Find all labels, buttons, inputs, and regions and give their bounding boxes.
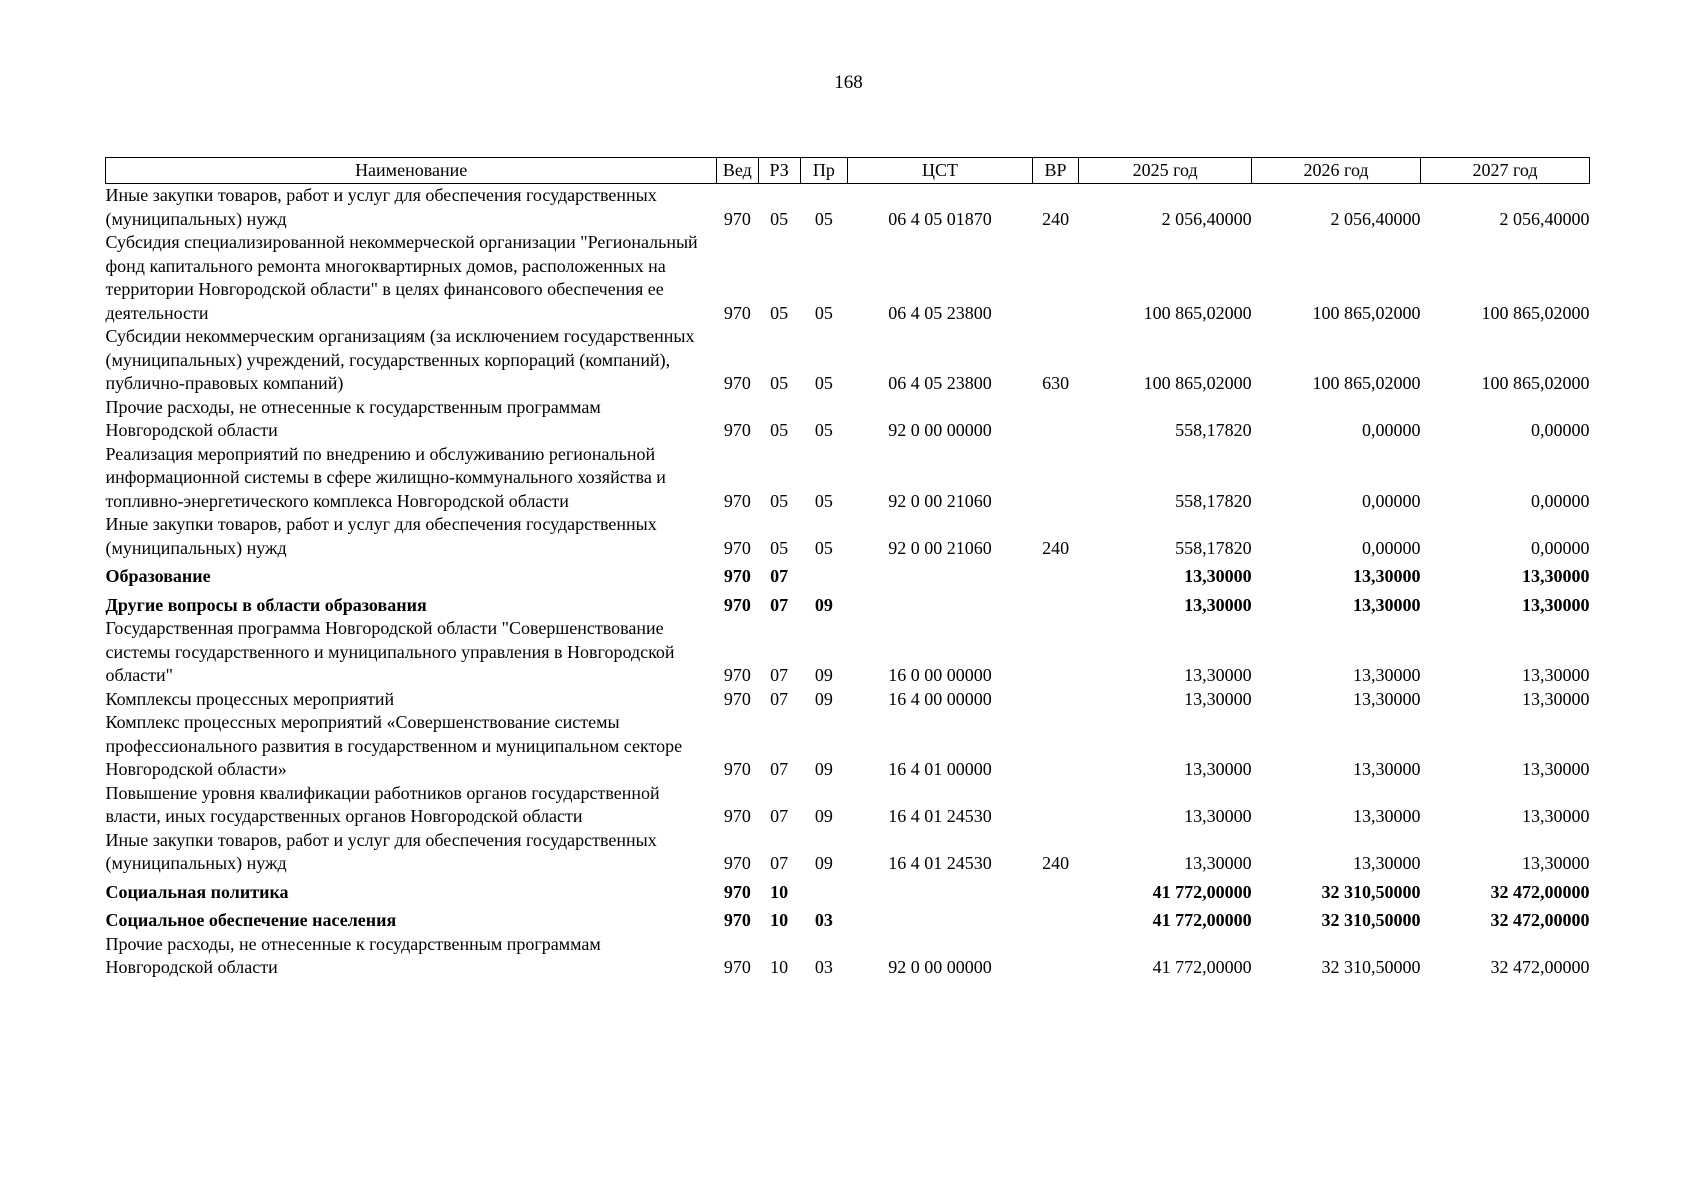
cell-ved: 970	[723, 957, 751, 977]
cell-name: Государственная программа Новгородской области "Совершенствование системы государственного и муниципального управления в Новгородской области"	[105, 618, 675, 685]
cell-vr: 240	[1042, 853, 1070, 873]
cell-cst	[847, 876, 1032, 905]
cell-2025: 41 772,00000	[1152, 910, 1252, 930]
cell-vr: 240	[1042, 208, 1070, 229]
cell-rz: 07	[770, 853, 789, 873]
table-row	[106, 829, 1590, 876]
cell-2026: 32 310,50000	[1321, 910, 1421, 930]
cell-vr	[1032, 617, 1078, 688]
cell-2027: 100 865,02000	[1481, 373, 1590, 393]
cell-rz: 07	[770, 759, 789, 779]
header-2026: 2026 год	[1252, 158, 1421, 184]
cell-name: Субсидия специализированной некоммерческой организации "Региональный фонд капитального ремонта многоквартирных домов, расположенных на территории Новгородской области" в целях финансового обеспечения ее деятельности	[105, 232, 698, 323]
cell-rz: 07	[770, 566, 789, 586]
cell-2026: 32 310,50000	[1321, 957, 1421, 977]
cell-2026: 13,30000	[1353, 665, 1421, 685]
cell-name: Прочие расходы, не отнесенные к государственным программам Новгородской области	[105, 933, 601, 977]
cell-pr: 03	[814, 957, 833, 977]
cell-rz: 07	[770, 688, 789, 709]
cell-vr	[1032, 589, 1078, 618]
table-row	[106, 904, 1590, 933]
cell-2026: 0,00000	[1362, 490, 1421, 511]
table-row	[106, 589, 1590, 618]
cell-2026: 2 056,40000	[1330, 208, 1421, 229]
cell-cst: 06 4 05 01870	[888, 208, 992, 229]
cell-ved: 970	[723, 566, 751, 586]
cell-ved: 970	[723, 759, 751, 779]
header-2025: 2025 год	[1079, 158, 1252, 184]
table-row	[106, 933, 1590, 980]
cell-vr	[1032, 396, 1078, 443]
cell-cst: 16 0 00 00000	[888, 665, 992, 685]
cell-2027: 13,30000	[1522, 594, 1590, 615]
cell-rz: 05	[770, 490, 789, 511]
cell-cst	[847, 560, 1032, 589]
cell-cst: 92 0 00 21060	[888, 537, 992, 558]
cell-cst: 92 0 00 00000	[888, 957, 992, 977]
cell-2027: 32 472,00000	[1490, 881, 1590, 902]
cell-2025: 13,30000	[1184, 853, 1252, 873]
cell-pr: 09	[814, 853, 833, 873]
cell-cst: 06 4 05 23800	[888, 373, 992, 393]
cell-vr	[1032, 782, 1078, 829]
cell-pr: 05	[814, 420, 833, 440]
cell-pr	[800, 876, 847, 905]
table-row	[106, 184, 1590, 232]
cell-name: Другие вопросы в области образования	[105, 594, 427, 615]
cell-2026: 13,30000	[1353, 759, 1421, 779]
table-row	[106, 688, 1590, 712]
cell-rz: 07	[770, 594, 789, 615]
cell-2027: 0,00000	[1531, 420, 1590, 440]
cell-name: Прочие расходы, не отнесенные к государственным программам Новгородской области	[105, 396, 601, 440]
cell-name: Комплекс процессных мероприятий «Совершенствование системы профессионального развития в государственном и муниципальном секторе Новгородской области»	[105, 712, 683, 779]
cell-pr: 09	[814, 759, 833, 779]
cell-ved: 970	[723, 537, 751, 558]
table-header-row	[106, 158, 1590, 184]
cell-name: Иные закупки товаров, работ и услуг для обеспечения государственных (муниципальных) нужд	[105, 185, 657, 229]
cell-2026: 13,30000	[1353, 806, 1421, 826]
cell-pr: 03	[814, 910, 833, 930]
cell-2026: 100 865,02000	[1312, 373, 1421, 393]
cell-2025: 558,17820	[1175, 490, 1252, 511]
cell-2027: 0,00000	[1531, 490, 1590, 511]
header-pr: Пр	[800, 158, 847, 184]
cell-vr: 630	[1042, 373, 1070, 393]
cell-ved: 970	[723, 373, 751, 393]
cell-vr	[1032, 560, 1078, 589]
table-row	[106, 782, 1590, 829]
cell-cst	[847, 589, 1032, 618]
cell-2027: 100 865,02000	[1481, 302, 1590, 323]
cell-2027: 13,30000	[1522, 853, 1590, 873]
cell-ved: 970	[723, 688, 751, 709]
cell-name: Иные закупки товаров, работ и услуг для обеспечения государственных (муниципальных) нужд	[105, 514, 657, 558]
cell-name: Социальная политика	[105, 881, 289, 902]
page-number: 168	[834, 72, 863, 93]
table-row	[106, 443, 1590, 514]
cell-2025: 13,30000	[1184, 665, 1252, 685]
cell-ved: 970	[723, 881, 751, 902]
cell-2027: 13,30000	[1522, 688, 1590, 709]
cell-cst: 06 4 05 23800	[888, 302, 992, 323]
cell-2026: 100 865,02000	[1312, 302, 1421, 323]
cell-2025: 41 772,00000	[1152, 881, 1252, 902]
table-row	[106, 617, 1590, 688]
cell-2027: 13,30000	[1522, 665, 1590, 685]
cell-2027: 32 472,00000	[1490, 910, 1590, 930]
cell-rz: 05	[770, 373, 789, 393]
cell-2025: 100 865,02000	[1143, 302, 1252, 323]
cell-rz: 05	[770, 208, 789, 229]
table-row	[106, 711, 1590, 782]
cell-2027: 32 472,00000	[1490, 957, 1590, 977]
cell-ved: 970	[723, 594, 751, 615]
table-row	[106, 876, 1590, 905]
cell-vr	[1032, 904, 1078, 933]
cell-ved: 970	[723, 806, 751, 826]
cell-pr: 09	[814, 688, 833, 709]
cell-2027: 13,30000	[1522, 759, 1590, 779]
cell-2027: 13,30000	[1522, 566, 1590, 586]
cell-rz: 05	[770, 537, 789, 558]
cell-2025: 13,30000	[1184, 594, 1252, 615]
cell-2025: 13,30000	[1184, 759, 1252, 779]
cell-cst: 92 0 00 00000	[888, 420, 992, 440]
cell-name: Образование	[105, 566, 211, 586]
cell-ved: 970	[723, 420, 751, 440]
cell-vr: 240	[1042, 537, 1070, 558]
header-rz: РЗ	[758, 158, 800, 184]
cell-rz: 10	[770, 957, 789, 977]
cell-name: Комплексы процессных мероприятий	[105, 688, 395, 709]
header-2027: 2027 год	[1421, 158, 1590, 184]
table-row	[106, 325, 1590, 396]
cell-2026: 32 310,50000	[1321, 881, 1421, 902]
cell-2025: 558,17820	[1175, 420, 1252, 440]
table-row	[106, 231, 1590, 325]
header-name: Наименование	[106, 158, 717, 184]
cell-2027: 0,00000	[1531, 537, 1590, 558]
table-body	[106, 184, 1590, 980]
cell-ved: 970	[723, 853, 751, 873]
cell-cst: 16 4 01 24530	[888, 806, 992, 826]
cell-vr	[1032, 933, 1078, 980]
cell-pr: 05	[814, 490, 833, 511]
cell-ved: 970	[723, 302, 751, 323]
cell-rz: 05	[770, 302, 789, 323]
cell-2025: 41 772,00000	[1152, 957, 1252, 977]
table-row	[106, 560, 1590, 589]
header-cst: ЦСТ	[847, 158, 1032, 184]
table-row	[106, 396, 1590, 443]
cell-pr: 09	[814, 594, 833, 615]
cell-cst: 16 4 01 00000	[888, 759, 992, 779]
cell-2026: 0,00000	[1362, 420, 1421, 440]
cell-2026: 13,30000	[1353, 688, 1421, 709]
cell-vr	[1032, 231, 1078, 325]
cell-2025: 558,17820	[1175, 537, 1252, 558]
cell-2026: 0,00000	[1362, 537, 1421, 558]
cell-rz: 05	[770, 420, 789, 440]
cell-2026: 13,30000	[1353, 853, 1421, 873]
cell-name: Реализация мероприятий по внедрению и обслуживанию региональной информационной системы в сфере жилищно-коммунального хозяйства и топливно-энергетического комплекса Новгородской области	[105, 443, 666, 511]
cell-vr	[1032, 711, 1078, 782]
cell-pr: 05	[814, 373, 833, 393]
cell-ved: 970	[723, 910, 751, 930]
cell-2025: 2 056,40000	[1161, 208, 1252, 229]
cell-2025: 13,30000	[1184, 566, 1252, 586]
cell-vr	[1032, 688, 1078, 712]
cell-ved: 970	[723, 665, 751, 685]
cell-vr	[1032, 876, 1078, 905]
cell-pr: 05	[814, 208, 833, 229]
cell-rz: 07	[770, 806, 789, 826]
cell-pr: 05	[814, 302, 833, 323]
cell-2026: 13,30000	[1353, 594, 1421, 615]
cell-ved: 970	[723, 490, 751, 511]
table-row	[106, 513, 1590, 560]
cell-name: Субсидии некоммерческим организациям (за исключением государственных (муниципальных) учреждений, государственных корпораций (компаний), публично-правовых компаний)	[105, 326, 695, 393]
cell-2025: 13,30000	[1184, 688, 1252, 709]
cell-pr: 05	[814, 537, 833, 558]
cell-2027: 2 056,40000	[1499, 208, 1590, 229]
cell-2025: 13,30000	[1184, 806, 1252, 826]
cell-rz: 10	[770, 910, 789, 930]
cell-ved: 970	[723, 208, 751, 229]
budget-table	[105, 157, 1590, 980]
cell-cst	[847, 904, 1032, 933]
cell-name: Иные закупки товаров, работ и услуг для обеспечения государственных (муниципальных) нужд	[105, 829, 657, 873]
cell-rz: 07	[770, 665, 789, 685]
cell-pr	[800, 560, 847, 589]
header-ved: Вед	[717, 158, 758, 184]
cell-2027: 13,30000	[1522, 806, 1590, 826]
cell-cst: 16 4 01 24530	[888, 853, 992, 873]
cell-2026: 13,30000	[1353, 566, 1421, 586]
cell-pr: 09	[814, 665, 833, 685]
cell-cst: 92 0 00 21060	[888, 490, 992, 511]
cell-cst: 16 4 00 00000	[888, 688, 992, 709]
header-vr: ВР	[1032, 158, 1078, 184]
cell-2025: 100 865,02000	[1143, 373, 1252, 393]
cell-pr: 09	[814, 806, 833, 826]
cell-vr	[1032, 443, 1078, 514]
cell-rz: 10	[770, 881, 789, 902]
cell-name: Повышение уровня квалификации работников органов государственной власти, иных государственных органов Новгородской области	[105, 782, 660, 826]
cell-name: Социальное обеспечение населения	[105, 910, 397, 930]
